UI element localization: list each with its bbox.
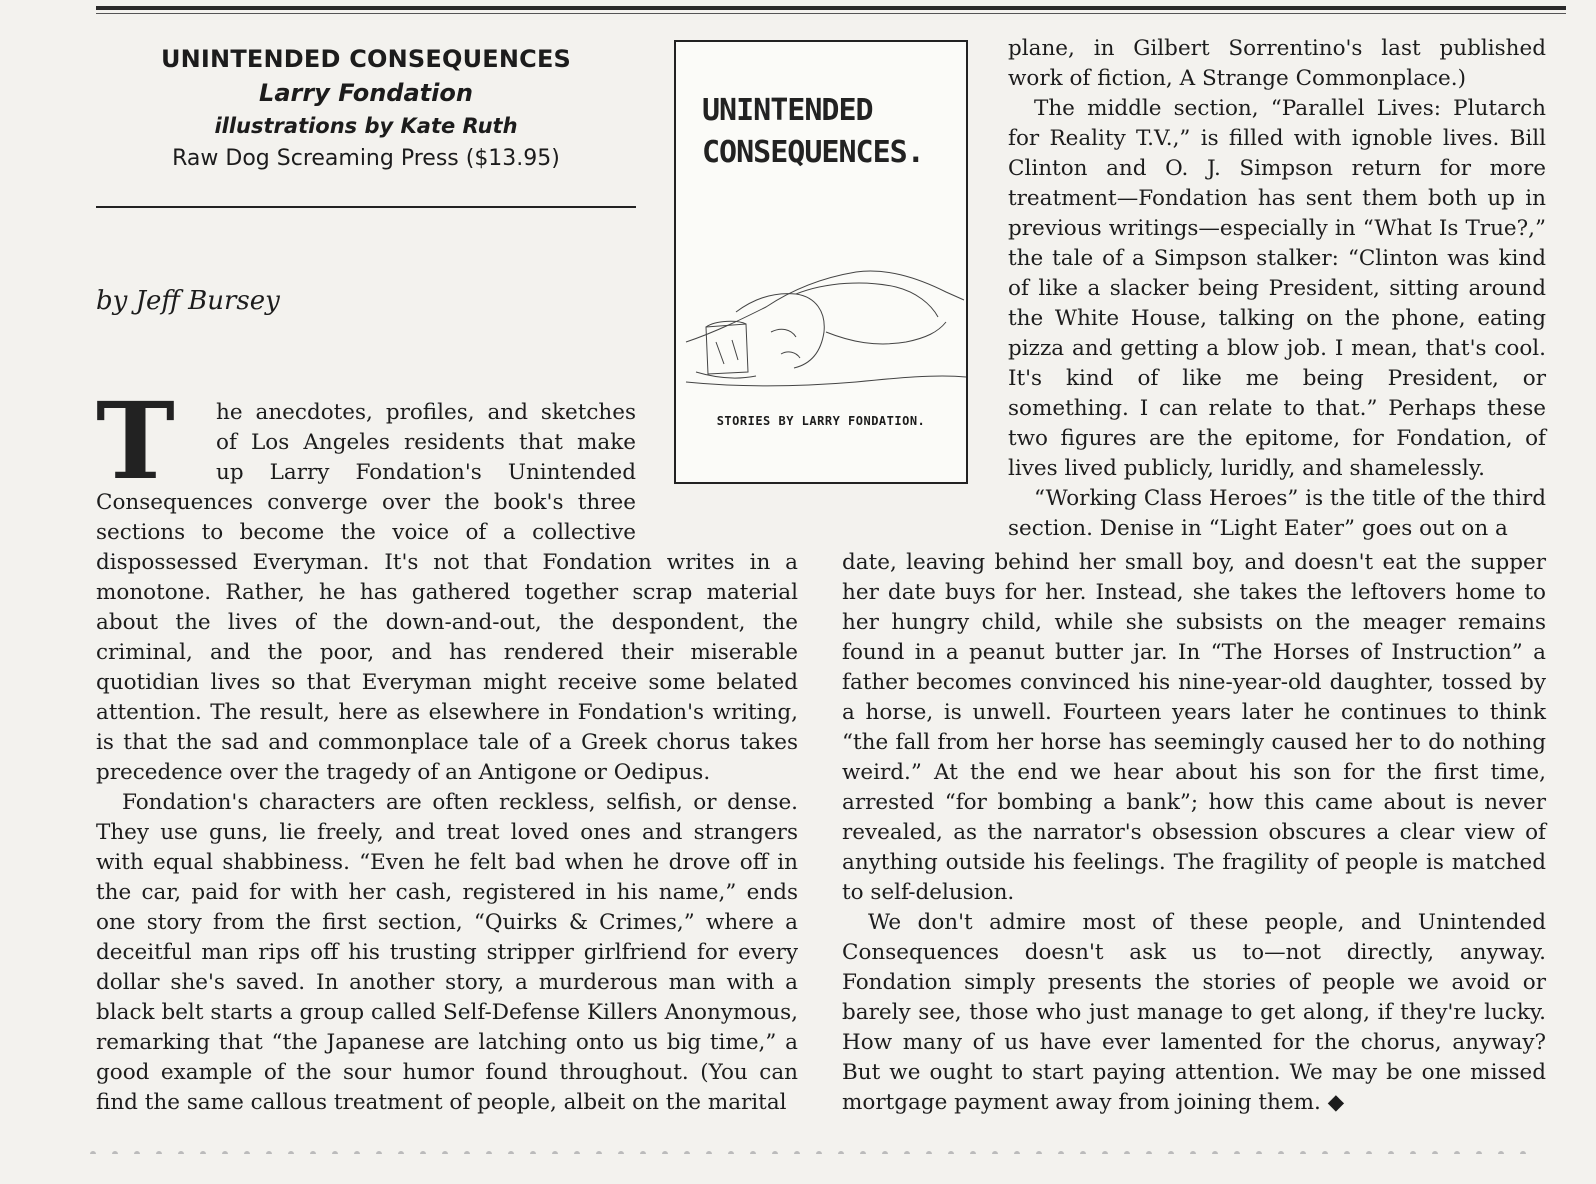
dot (1520, 1151, 1526, 1154)
dot (552, 1151, 558, 1154)
dot (772, 1151, 778, 1154)
paragraph: “Working Class Heroes” is the title of the third section. Denise in “Light Eater” goes out on a (1008, 486, 1546, 541)
dot (1300, 1151, 1306, 1154)
book-cover-image (674, 40, 968, 484)
dot (398, 1151, 404, 1154)
text-line: sections to become the voice of a collective (96, 520, 636, 545)
dot (992, 1151, 998, 1154)
paragraph: The middle section, “Parallel Lives: Plutarch for Reality T.V.,” is filled with ignoble lives. Bill Clinton and O. J. Simpson return for more treatment—Fondation has sent them both up in previous writings—especially in “What Is True?,” the tale of a Simpson stalker: “Clinton was kind of like a slacker being President, sitting around the White House, talking on the phone, eating pizza and getting a blow job. I mean, that's cool. It's kind of like me being President, or something. I can relate to that.” Perhaps these two figures are the epitome, for Fondation, of lives lived publicly, luridly, and shamelessly. (1008, 96, 1546, 481)
dot (684, 1151, 690, 1154)
text-line: Consequences converge over the book's three (96, 490, 636, 515)
dot (134, 1151, 140, 1154)
dot (332, 1151, 338, 1154)
dot (882, 1151, 888, 1154)
book-publisher: Raw Dog Screaming Press ($13.95) (172, 146, 560, 171)
dot (1410, 1151, 1416, 1154)
dot (420, 1151, 426, 1154)
dot (706, 1151, 712, 1154)
dot (156, 1151, 162, 1154)
dot (376, 1151, 382, 1154)
dot (1278, 1151, 1284, 1154)
book-author: Larry Fondation (259, 79, 473, 107)
paragraph: dispossessed Everyman. It's not that Fondation writes in a monotone. Rather, he has gathered together scrap material about the lives of the down-and-out, the despondent, the criminal, and the poor, and has rendered their miserable quotidian lives so that Everyman might receive some belated attention. The result, here as elsewhere in Fondation's writing, is that the sad and commonplace tale of a Greek chorus takes precedence over the tragedy of an Antigone or Oedipus. (96, 550, 798, 785)
dot (574, 1151, 580, 1154)
dot (200, 1151, 206, 1154)
top-rule (96, 6, 1566, 10)
dot (728, 1151, 734, 1154)
dot (1366, 1151, 1372, 1154)
cover-title (702, 90, 962, 174)
dot (1476, 1151, 1482, 1154)
dot (1388, 1151, 1394, 1154)
dot (1234, 1151, 1240, 1154)
dot (354, 1151, 360, 1154)
dot (1212, 1151, 1218, 1154)
dot (442, 1151, 448, 1154)
top-rule-thin (96, 13, 1566, 14)
dot (794, 1151, 800, 1154)
dot (1344, 1151, 1350, 1154)
dot (1256, 1151, 1262, 1154)
article-opening (216, 398, 636, 488)
text-line: of Los Angeles residents that make (216, 430, 636, 455)
right-column-top (1008, 34, 1546, 544)
paragraph: Fondation's characters are often reckless, selfish, or dense. They use guns, lie freely, and treat loved ones and strangers with equal shabbiness. “Even he felt bad when he drove off in the car, paid for with her cash, registered in his name,” ends one story from the first section, “Quirks & Crimes,” where a deceitful man rips off his trusting stripper girlfriend for every dollar she's saved. In another story, a murderous man with a black belt starts a group called Self-Defense Killers Anonymous, remarking that “the Japanese are latching onto us big time,” a good example of the sour humor found throughout. (You can find the same callous treatment of people, albeit on the marital (96, 790, 798, 1115)
dot (1124, 1151, 1130, 1154)
dot (750, 1151, 756, 1154)
header-rule (96, 206, 636, 208)
dot (1036, 1151, 1042, 1154)
dot (596, 1151, 602, 1154)
text-line: up Larry Fondation's Unintended (216, 460, 636, 485)
dot (486, 1151, 492, 1154)
book-illustrator: illustrations by Kate Ruth (214, 114, 518, 138)
dot (1080, 1151, 1086, 1154)
dot (1454, 1151, 1460, 1154)
dot (816, 1151, 822, 1154)
dot (1146, 1151, 1152, 1154)
dot (1058, 1151, 1064, 1154)
cover-title-line1: UNINTENDED (702, 93, 873, 128)
dot (618, 1151, 624, 1154)
dot (1432, 1151, 1438, 1154)
dot (244, 1151, 250, 1154)
review-header (96, 42, 636, 176)
dot (222, 1151, 228, 1154)
dot (310, 1151, 316, 1154)
dot (266, 1151, 272, 1154)
dot (1322, 1151, 1328, 1154)
dot (1102, 1151, 1108, 1154)
paragraph: We don't admire most of these people, and Unintended Consequences doesn't ask us to—not directly, anyway. Fondation simply presents the stories of people we avoid or barely see, those who just manage to get along, if they're lucky. How many of us have ever lamented for the chorus, anyway? But we ought to start paying attention. We may be one missed mortgage payment away from joining them. ◆ (842, 910, 1546, 1115)
dot (662, 1151, 668, 1154)
dot (1498, 1151, 1504, 1154)
dot (1014, 1151, 1020, 1154)
dot (926, 1151, 932, 1154)
article-opening-cont (96, 488, 636, 548)
text-line: he anecdotes, profiles, and sketches (216, 400, 636, 425)
left-column (96, 548, 798, 1118)
dot (970, 1151, 976, 1154)
right-column (842, 548, 1546, 1118)
dot (464, 1151, 470, 1154)
cover-title-line2: CONSEQUENCES. (702, 135, 924, 170)
paragraph: date, leaving behind her small boy, and doesn't eat the supper her date buys for her. Instead, she takes the leftovers home to her hungry child, while she subsists on the meager remains found in a peanut butter jar. In “The Horses of Instruction” a father becomes convinced his nine-year-old daughter, tossed by a horse, is unwell. Fourteen years later he continues to think “the fall from her horse has seemingly caused her to do nothing weird.” At the end we hear about his son for the first time, arrested “for bombing a bank”; how this came about is never revealed, as the narrator's obsession obscures a clear view of anything outside his feelings. The fragility of people is matched to self-delusion. (842, 550, 1546, 905)
dot (90, 1151, 96, 1154)
paragraph: plane, in Gilbert Sorrentino's last published work of fiction, A Strange Commonplace.) (1008, 36, 1546, 91)
dot (838, 1151, 844, 1154)
book-title: UNINTENDED CONSEQUENCES (160, 45, 572, 73)
dot (530, 1151, 536, 1154)
dot (288, 1151, 294, 1154)
cover-subtitle: STORIES BY LARRY FONDATION. (716, 414, 926, 428)
bottom-dotted-rule (90, 1142, 1560, 1154)
dot (860, 1151, 866, 1154)
dot (1168, 1151, 1174, 1154)
dot (112, 1151, 118, 1154)
dot (1190, 1151, 1196, 1154)
dot (508, 1151, 514, 1154)
drop-cap: T (96, 378, 175, 503)
dot (948, 1151, 954, 1154)
byline: by Jeff Bursey (96, 286, 280, 316)
dot (640, 1151, 646, 1154)
dot (904, 1151, 910, 1154)
dot (178, 1151, 184, 1154)
